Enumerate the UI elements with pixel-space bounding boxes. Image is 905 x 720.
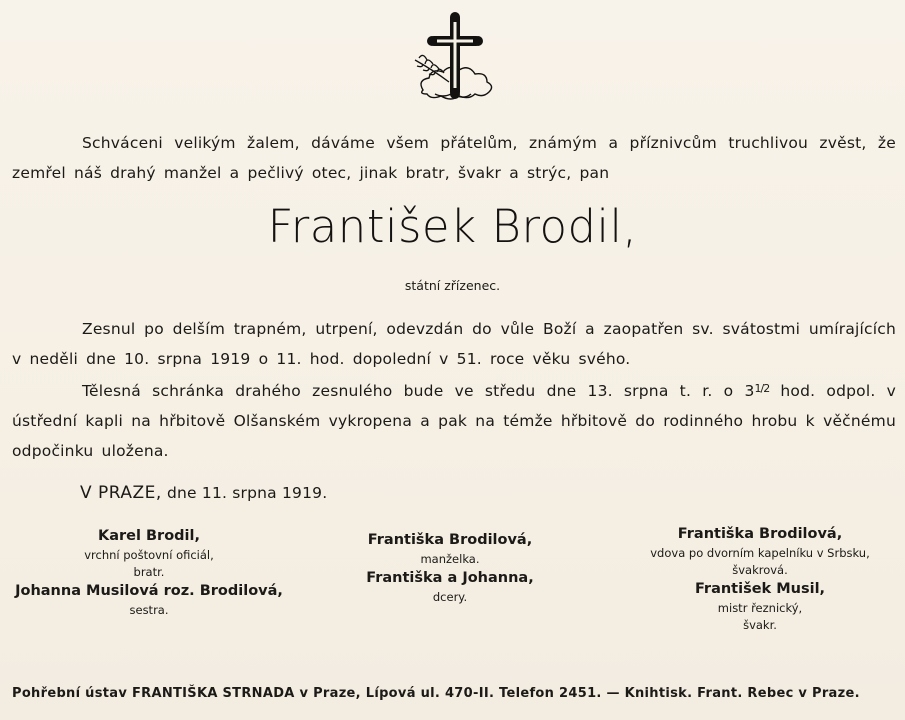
cross-emblem-icon — [405, 10, 505, 110]
burial-paragraph — [12, 374, 896, 466]
notice-date: dne 11. srpna 1919. — [161, 484, 328, 502]
intro-paragraph: Schváceni velikým žalem, dáváme všem přátelům, známým a příznivcům truchlivou zvěst, že zemřel náš drahý manžel a pečlivý otec, jinak bratr, švakr a strýc, pan — [12, 134, 896, 182]
mourner-name: Johanna Musilová roz. Brodilová, — [15, 583, 283, 599]
mourners-right — [620, 524, 900, 634]
mourner-name: František Musil, — [694, 581, 826, 597]
printer-footer: Pohřební ústav FRANTIŠKA STRNADA v Praze, Lípová ul. 470-II. Telefon 2451. — Knihtisk. Frant. Rebec v Praze. — [12, 686, 860, 701]
mourner-role: vdova po dvorním kapelníku v Srbsku, — [650, 546, 870, 560]
deceased-name: František Brodil, — [267, 200, 638, 253]
burial-time-fraction: 1/2 — [754, 382, 770, 395]
mourner-relation: švakr. — [743, 618, 777, 632]
mourner-relation: manželka. — [420, 552, 480, 566]
mourner-role: mistr řeznický, — [717, 601, 803, 615]
mourners-left — [8, 526, 290, 619]
mourner-name: Františka Brodilová, — [677, 526, 843, 542]
mourner-name: Františka a Johanna, — [366, 570, 534, 586]
mourner-name: Františka Brodilová, — [367, 532, 533, 548]
place-and-date — [80, 483, 327, 503]
mourner-name: Karel Brodil, — [97, 528, 201, 544]
mourner-relation: sestra. — [129, 603, 169, 617]
death-paragraph: Zesnul po delším trapném, utrpení, odevzdán do vůle Boží a zaopatřen sv. svátostmi umírajících v neděli dne 10. srpna 1919 o 11. hod. dopolední v 51. roce věku svého. — [12, 320, 896, 368]
place-city: V PRAZE, — [80, 483, 162, 503]
mourner-relation: švakrová. — [732, 563, 788, 577]
mourner-role: vrchní poštovní oficiál, — [84, 548, 214, 562]
mourners-middle — [330, 530, 570, 606]
mourner-relation: bratr. — [133, 565, 165, 579]
deceased-occupation: státní zřízenec. — [404, 278, 501, 293]
burial-text-before: Tělesná schránka drahého zesnulého bude ve středu dne 13. srpna t. r. o 3 — [82, 382, 755, 400]
burial-text-after: hod. odpol. v ústřední kapli na hřbitově Olšanském vykropena a pak na témže hřbitově do rodinného hrobu k věčnému odpočinku uložena. — [12, 382, 896, 460]
mourner-relation: dcery. — [432, 590, 468, 604]
